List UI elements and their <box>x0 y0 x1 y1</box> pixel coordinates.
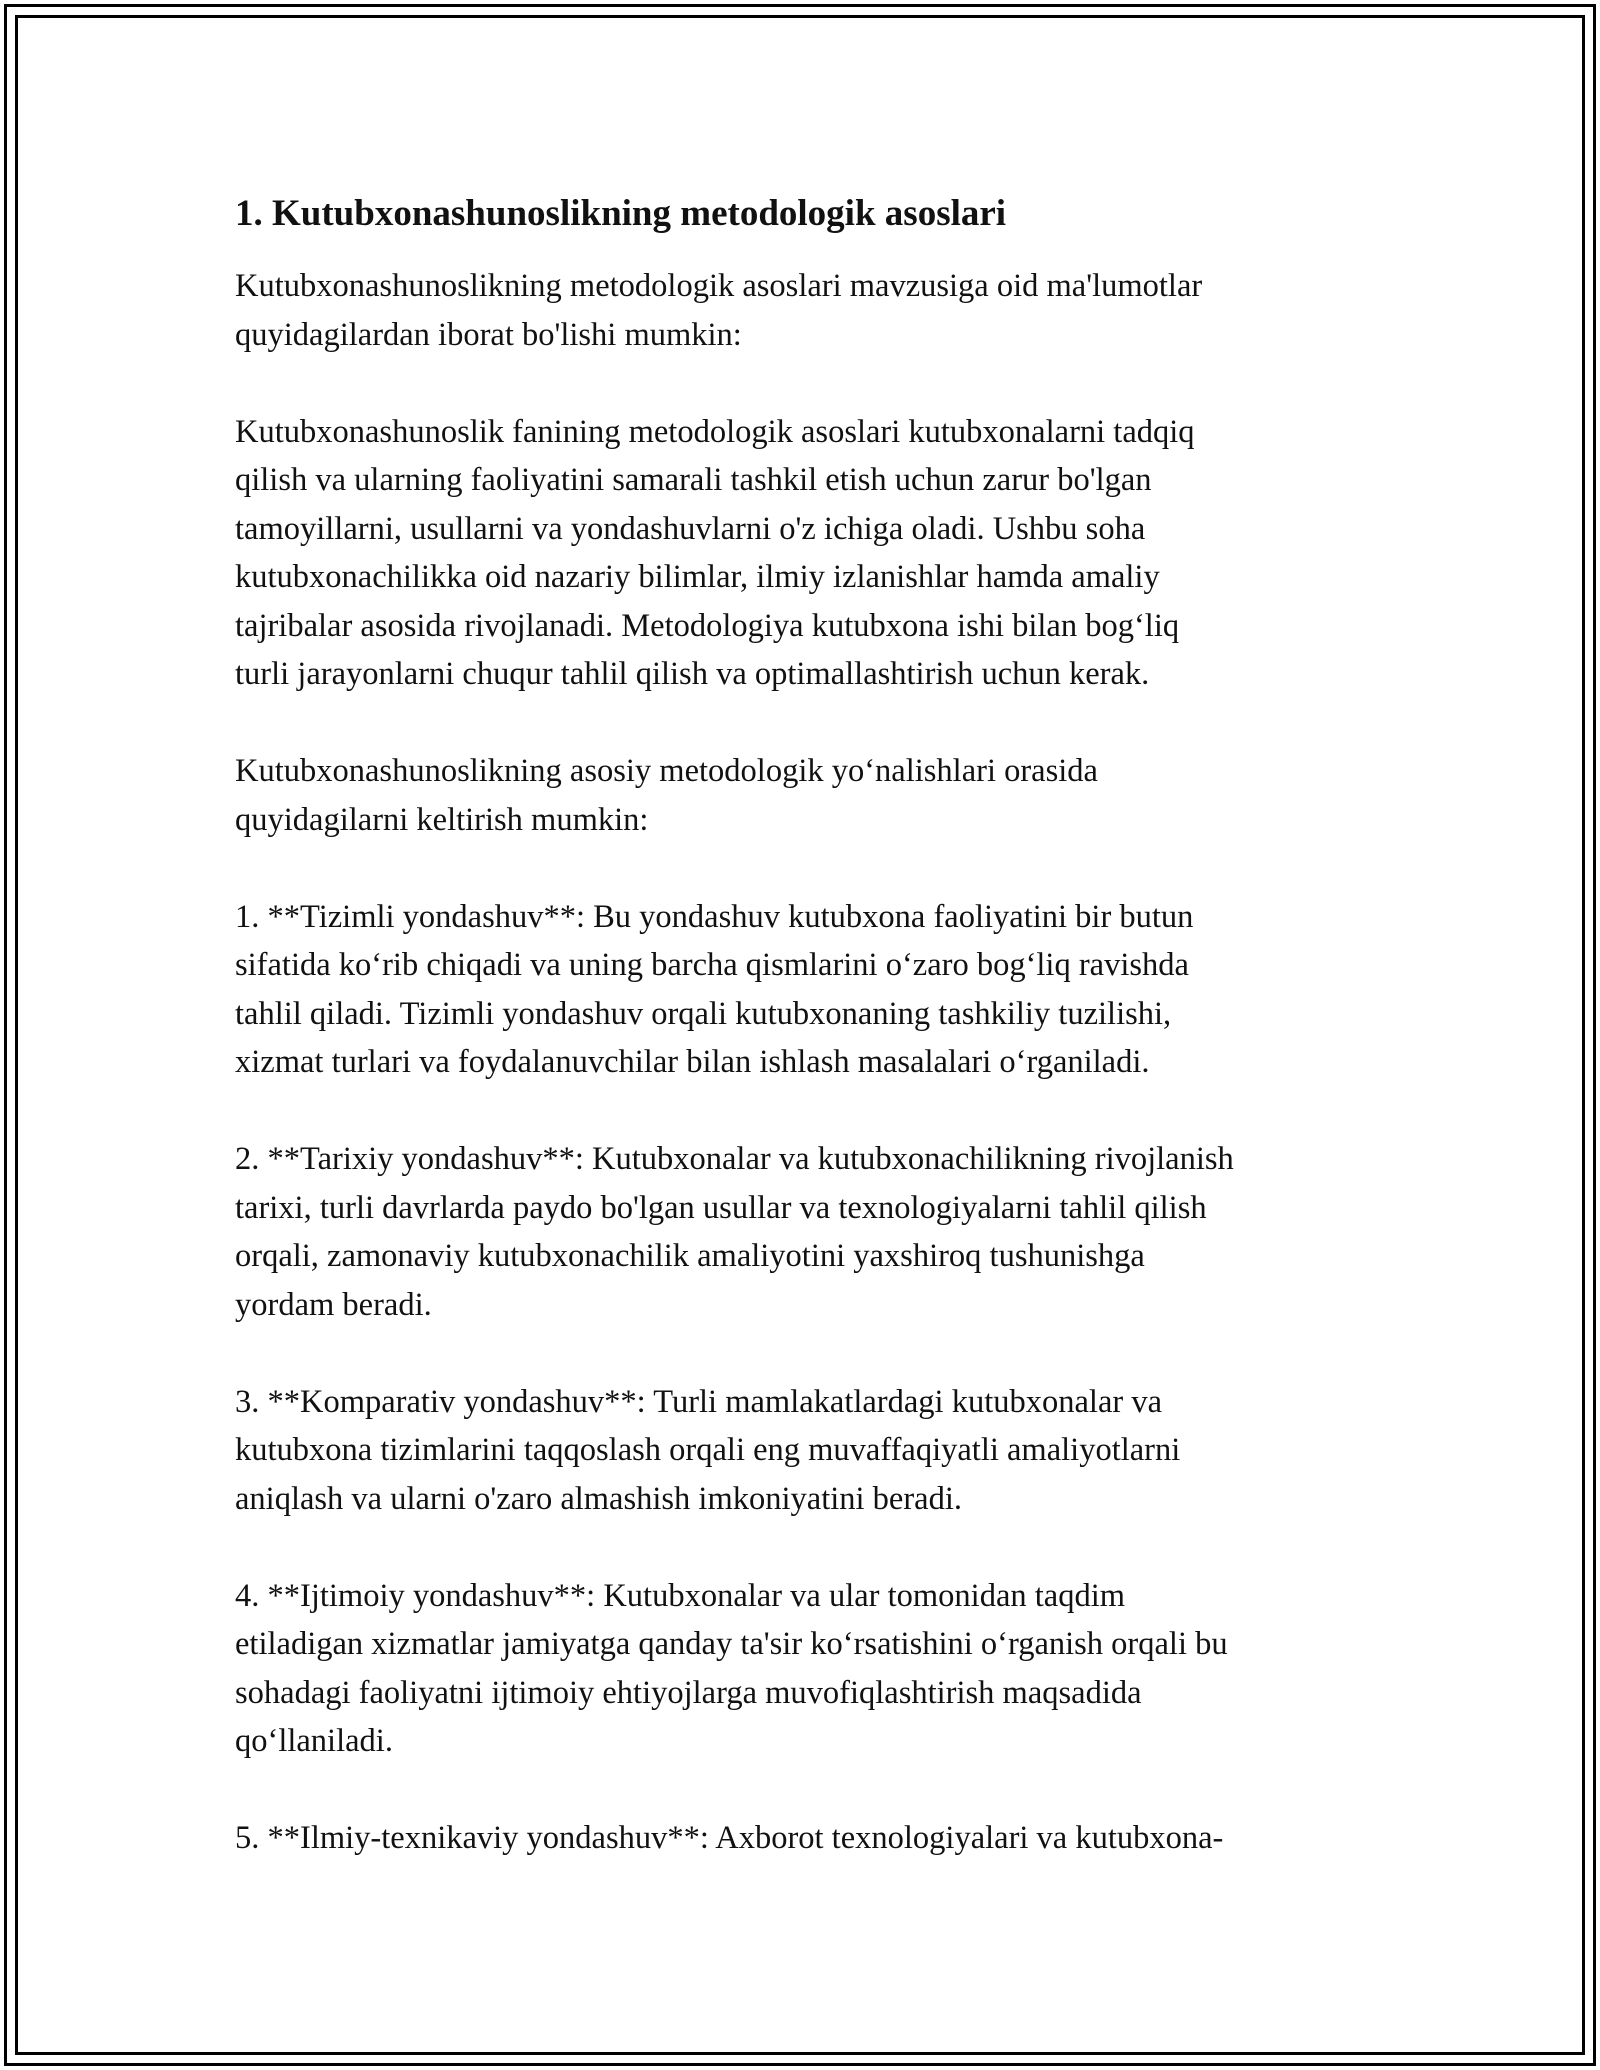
paragraph-overview <box>235 408 1385 699</box>
text-line: 5. **Ilmiy-texnikaviy yondashuv**: Axborot texnologiyalari va kutubxona- <box>235 1820 1224 1856</box>
text-line: orqali, zamonaviy kutubxonachilik amaliyotini yaxshiroq tushunishga <box>235 1238 1145 1274</box>
text-line: tamoyillarni, usullarni va yondashuvlarni o'z ichiga oladi. Ushbu soha <box>235 510 1146 547</box>
text-line: quyidagilarni keltirish mumkin: <box>235 801 649 838</box>
text-line: kutubxonachilikka oid nazariy bilimlar, ilmiy izlanishlar hamda amaliy <box>235 559 1160 595</box>
text-line: Kutubxonashunoslikning asosiy metodologik yo‘nalishlari orasida <box>235 753 1098 789</box>
paragraph-intro <box>235 262 1385 359</box>
text-line: 3. **Komparativ yondashuv**: Turli mamlakatlardagi kutubxonalar va <box>235 1383 1162 1420</box>
text-line: tajribalar asosida rivojlanadi. Metodologiya kutubxona ishi bilan bog‘liq <box>235 607 1180 644</box>
text-line: sifatida ko‘rib chiqadi va uning barcha qismlarini o‘zaro bog‘liq ravishda <box>235 947 1189 983</box>
text-line: xizmat turlari va foydalanuvchilar bilan ishlash masalalari o‘rganiladi. <box>235 1044 1150 1080</box>
list-item-social-approach <box>235 1572 1385 1766</box>
text-line: 2. **Tarixiy yondashuv**: Kutubxonalar va kutubxonachilikning rivojlanish <box>235 1141 1234 1177</box>
list-item-comparative-approach <box>235 1378 1385 1524</box>
paragraph-directions-intro <box>235 747 1385 844</box>
text-line: qo‘llaniladi. <box>235 1723 393 1759</box>
text-line: aniqlash va ularni o'zaro almashish imkoniyatini beradi. <box>235 1480 962 1517</box>
list-item-systemic-approach <box>235 893 1385 1087</box>
text-line: quyidagilardan iborat bo'lishi mumkin: <box>235 316 742 353</box>
document-body <box>235 186 1385 1911</box>
text-line: turli jarayonlarni chuqur tahlil qilish va optimallashtirish uchun kerak. <box>235 656 1150 692</box>
text-line: yordam beradi. <box>235 1286 432 1323</box>
text-line: sohadagi faoliyatni ijtimoiy ehtiyojlarga muvofiqlashtirish maqsadida <box>235 1674 1142 1711</box>
page-title: 1. Kutubxonashunoslikning metodologik asoslari <box>235 193 1007 234</box>
text-line: Kutubxonashunoslik fanining metodologik asoslari kutubxonalarni tadqiq <box>235 413 1195 450</box>
text-line: kutubxona tizimlarini taqqoslash orqali eng muvaffaqiyatli amaliyotlarni <box>235 1432 1181 1468</box>
text-line: 4. **Ijtimoiy yondashuv**: Kutubxonalar va ular tomonidan taqdim <box>235 1577 1126 1614</box>
text-line: tahlil qiladi. Tizimli yondashuv orqali kutubxonaning tashkiliy tuzilishi, <box>235 995 1172 1032</box>
list-item-scientific-technical-approach <box>235 1814 1385 1863</box>
text-line: 1. **Tizimli yondashuv**: Bu yondashuv kutubxona faoliyatini bir butun <box>235 898 1194 935</box>
list-item-historical-approach <box>235 1135 1385 1329</box>
text-line: Kutubxonashunoslikning metodologik asoslari mavzusiga oid ma'lumotlar <box>235 268 1203 304</box>
text-line: qilish va ularning faoliyatini samarali tashkil etish uchun zarur bo'lgan <box>235 462 1152 498</box>
text-line: tarixi, turli davrlarda paydo bo'lgan usullar va texnologiyalarni tahlil qilish <box>235 1189 1207 1226</box>
text-line: etiladigan xizmatlar jamiyatga qanday ta'sir ko‘rsatishini o‘rganish orqali bu <box>235 1626 1228 1662</box>
